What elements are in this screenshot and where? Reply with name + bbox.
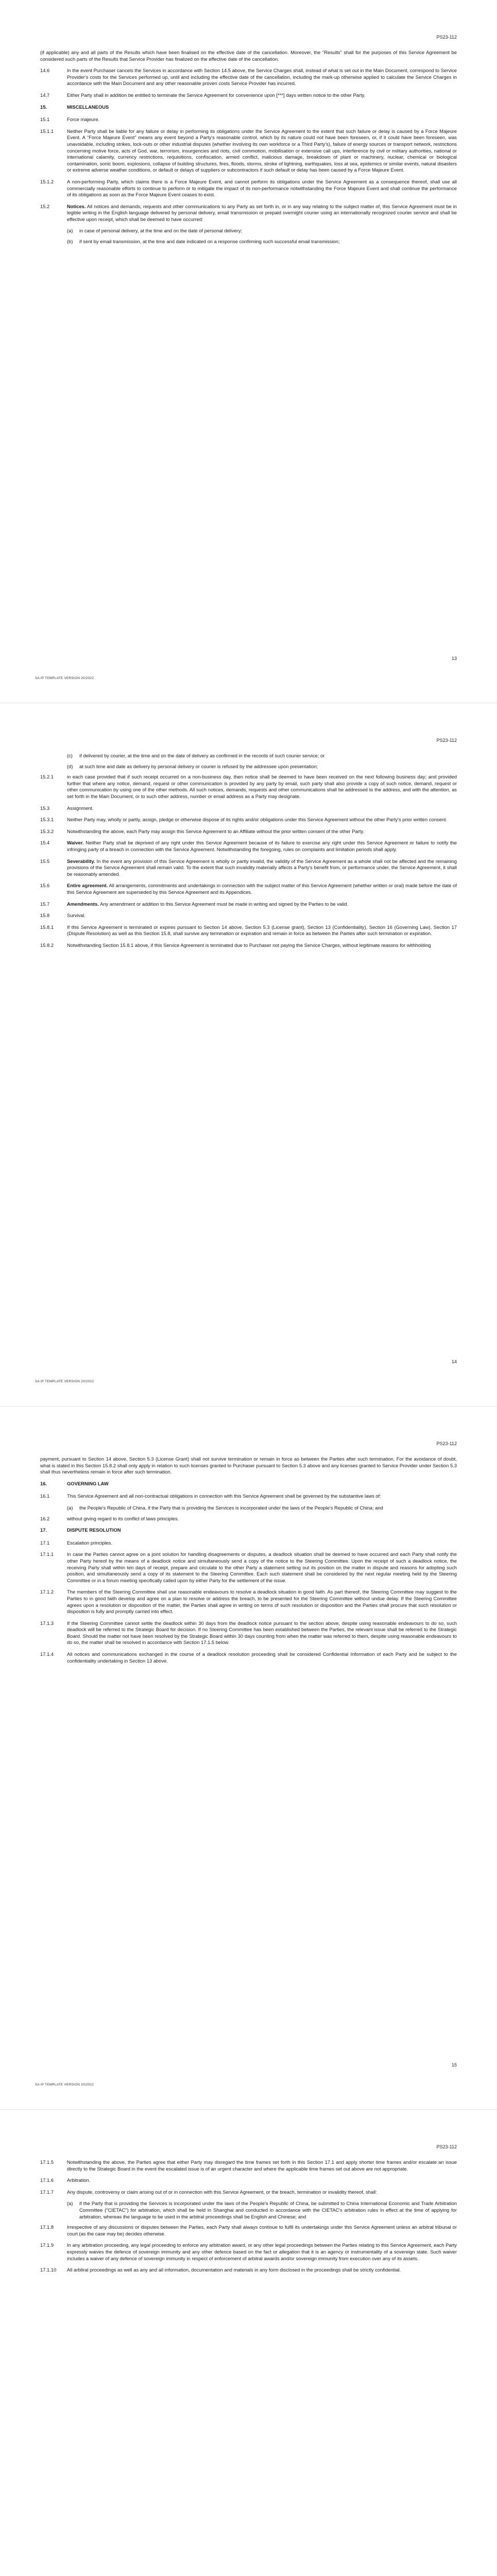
sub-clause [67,764,457,770]
clause-text: Notwithstanding the above, each Party may assign this Service Agreement to an Affiliate without the prior written consent of the other Party. [67,828,365,834]
clause [40,2189,457,2196]
clause [40,1620,457,1646]
clause-text: Assignment. [67,805,94,811]
document-page [0,2110,497,2576]
clause-text: Neither Party shall be liable for any failure or delay in performing its obligations under the Service Agreement to the extent that such failure or delay is caused by a Force Majeure Event. A "Force Majeure Event" means any event beyond a Party's reasonable control, which by its nature could not have been foreseen, or, if it could have been foreseen, was unavoidable, including strikes, lock-outs or other industrial disputes (whether involving its own workforce or a Third Party's), failure of energy sources or transport network, restrictions concerning motive force, acts of God, war, terrorism, insurgencies and riots, civil commotion, mobilisation or extensive call ups, interference by civil or military authorities, national or international calamity, currency restrictions, requisitions, confiscation, armed conflict, malicious damage, breakdown of plant or machinery, nuclear, chemical or biological contamination, sonic boom, explosions, collapse of building structures, fires, floods, storms, stroke of lightning, earthquakes, loss at sea, epidemics or similar events, natural disasters or extreme adverse weather conditions, or default or delays of suppliers or subcontractors if such default or delay has been caused by a Force Majeure Event. [67,128,457,173]
sub-clause [67,753,457,759]
sub-clause [67,2200,457,2220]
clause [40,92,457,99]
clause [40,901,457,908]
clause-text: at such time and date as delivery by personal delivery or courier is refused by the addressee upon presentation; [79,763,318,769]
clause-number: 15.1.1 [40,128,54,134]
clause-number: 15.8 [40,912,50,919]
clause-text: without giving regard to its conflict of laws principles. [67,1515,179,1521]
clause-text [67,883,457,895]
clause-text: Neither Party may, wholly or partly, assign, pledge or otherwise dispose of its rights and/or obligations under this Service Agreement without the other Party's prior written consent. [67,817,448,823]
clause-text: A non-performing Party, which claims there is a Force Majeure Event, and cannot perform its obligations under the Service Agreement as a consequence thereof, shall use all commercially reasonable efforts to continue to perform or to mitigate the impact of its non-performance notwithstanding the Force Majeure Event and shall continue the performance of its obligations as soon as the Force Majeure Event ceases to exist. [67,178,457,198]
page-content [40,49,457,249]
clause [40,67,457,87]
template-version-footer: SA IP TEMPLATE VERSION 20/2022 [35,2083,94,2087]
clause-body: In the event any provision of this Service Agreement is wholly or partly invalid, the validity of the Service Agreement as a whole shall not be affected and the remaining provisions of the Service Agreement shall remain valid. To the extent that such invalidity materially affects a Party's benefit from, or performance under, the Service Agreement, it shall be reasonably amended. [67,858,457,877]
clause-text: In case the Parties cannot agree on a joint solution for handling disagreements or disputes, a deadlock situation shall be deemed to have occurred and each Party shall notify the other Party hereof by the means of a deadlock notice and simultaneously send a copy of the notice to the Steering Committee. Upon the receipt of such a deadlock notice, the receiving Party shall within ten days of receipt, prepare and circulate to the other Party a statement setting out its position on the matter in dispute and reasons for adopting such position, and simultaneously send a copy of its statement to the Steering Committee. Each such statement shall be considered by the next regular meeting held by the Steering Committee or in a forum meeting specifically called upon by either Party for the settlement of the issue. [67,1551,457,1583]
clause-number: 16. [40,1480,47,1486]
document-reference: PS23-112 [436,738,457,743]
clause-number: 17.1.2 [40,1589,54,1595]
clause-text: if the Party that is providing the Services is incorporated under the laws of the People's Republic of China, be submitted to China International Economic and Trade Arbitration Committee ("CIETAC") for arbitration, which shall be held in Shanghai and conducted in accordance with the CIETAC's arbitration rules in effect at the time of applying for arbitration, whereas the language to be used in the arbitral proceedings shall be English and Chinese; and [79,2200,457,2219]
clause-text: All notices and communications exchanged in the course of a deadlock resolution proceeding shall be considered Confidential Information of each Party and be subject to the confidentiality undertaking in Section 13 above. [67,1651,457,1664]
clause-number: 17.1 [40,1539,50,1546]
clause-number: 15. [40,104,47,110]
clause-text: In any arbitration proceeding, any legal proceeding to enforce any arbitration award, or any other legal proceedings between the Parties relating to this Service Agreement, each Party expressly waives the defence of sovereign immunity and any other defence based on the fact or allegation that it is an agency or instrumentality of a sovereign state. Such waiver includes a waiver of any defence of sovereign immunity in respect of enforcement of arbitral awards and/or sovereign immunity from execution over any of its assets. [67,2242,457,2261]
clause-number: 15.7 [40,901,50,907]
clause-body: Any amendment or addition to this Service Agreement must be made in writing and signed by the Parties to be valid. [99,901,349,907]
clause-text: if sent by email transmission, at the time and date indicated on a response confirming such successful email transmission; [79,239,340,245]
clause-text: If the Steering Committee cannot settle the deadlock within 30 days from the deadlock notice pursuant to the section above, despite using reasonable endeavours to do so, such deadlock will be referred to the Strategic Board for decision. If no Steering Committee has been established between the Parties, the relevant issue shall be referred to the Strategic Board. Should the matter not have been resolved by the Strategic Board within 30 days counting from when the matter was referred to them, despite using reasonable endeavours to do so, the matter shall be resolved in accordance with Section 17.1.5 below. [67,1620,457,1646]
clause [40,883,457,895]
clause-number: 15.6 [40,883,50,889]
clause-number: 15.8.2 [40,942,54,948]
clause-text: If this Service Agreement is terminated or expires pursuant to Section 14 above, Section 5.3 (License grant), Section 13 (Confidentiality), Section 16 (Governing Law), Section 17 (Dispute Resolution) as well as this Section 15.8, shall survive any termination or expiration and remain in force as between the Parties after such termination or expiration. [67,924,457,937]
clause [40,858,457,878]
clause [40,774,457,800]
clause [40,2177,457,2184]
clause [40,1540,457,1547]
clause-number: 15.1 [40,116,50,123]
sub-clause [67,239,457,245]
clause-text: Notwithstanding Section 15.8.1 above, if this Service Agreement is terminated due to Purchaser not paying the Service Charges, without legitimate reasons for withholding [67,942,431,948]
page-number: 15 [451,2062,457,2067]
clause-number: 15.3.2 [40,828,54,834]
clause [40,805,457,812]
clause-number: 17.1.3 [40,1620,54,1626]
clause-number: (c) [67,753,73,758]
clause [40,128,457,174]
clause [40,828,457,835]
clause-text [67,840,457,853]
page-content [40,753,457,954]
clause-number: 17.1.9 [40,2242,54,2248]
clause [40,2267,457,2274]
document-reference: PS23-112 [436,35,457,40]
clause-number: 17.1.8 [40,2224,54,2230]
clause [40,817,457,823]
clause-text: In the event Purchaser cancels the Services in accordance with Section 14.5 above, the Service Charges shall, instead of what is set out in the Main Document, correspond to Service Provider's costs for the Services performed up, until and including the effective date of the cancellation, including the mark-up otherwise applied to calculate the Service Charges in accordance with the Main Document and any other reasonable proven costs Service Provider has incurred. [67,67,457,87]
clause-number: 15.3 [40,805,50,811]
clause-number: 15.5 [40,858,50,864]
document-reference: PS23-112 [436,1441,457,1446]
clause-body: All arrangements, commitments and undertakings in connection with the subject matter of this Service Agreement (whether written or oral) made before the date of this Service Agreement are superseded by this Service Agreement and its Appendices. [67,883,457,895]
clause [40,912,457,919]
clause-number: 17.1.5 [40,2159,54,2165]
clause-text: Either Party shall in addition be entitled to terminate the Service Agreement for convenience upon [***] days written notice to the other Party. [67,92,366,98]
document-page [0,703,497,1406]
clause-text: Survival. [67,912,85,919]
clause-text: GOVERNING LAW [67,1480,109,1486]
clause-text: Irrespective of any discussions or disputes between the Parties, each Party shall always continue to fulfil its undertakings under this Service Agreement unless an arbitral tribunal or court (as the case may be) decides otherwise. [67,2224,457,2236]
clause-text: This Service Agreement and all non-contractual obligations in connection with this Service Agreement shall be governed by the substantive laws of: [67,1493,381,1499]
clause-text: if delivered by courier, at the time and on the date of delivery as confirmed in the records of such courier service; or [79,753,325,758]
clause-number: 17.1.10 [40,2267,57,2273]
section-heading [40,1481,457,1487]
clause-text: Force majeure. [67,116,100,123]
clause-number: (a) [67,1504,73,1511]
clause [40,204,457,223]
clause-text [67,204,457,223]
clause [40,2224,457,2237]
clause-number: 15.2 [40,203,50,209]
clause-number: (d) [67,763,73,769]
clause [40,1516,457,1522]
clause-number: 15.8.1 [40,924,54,930]
clause-text: DISPUTE RESOLUTION [67,1527,121,1533]
clause-number: 14.6 [40,67,50,74]
clause-number: (b) [67,239,73,245]
clause-number: 17.1.7 [40,2189,54,2195]
clause-number: 15.4 [40,840,50,846]
document-page [0,1406,497,2110]
clause-text: the People's Republic of China, if the Party that is providing the Services is incorporated under the laws of the People's Republic of China; and [79,1504,383,1511]
clause-text: Escalation principles. [67,1539,113,1546]
clause-body: All notices and demands, requests and other communications to any Party as set forth in, or in any way relating to the subject matter of, this Service Agreement must be in legible writing in the English language delivered by personal delivery, email transmission or prepaid overnight courier using an internationally recognized courier service and shall be effective upon receipt, which shall be deemed to have occurred: [67,203,457,222]
continued-paragraph: payment, pursuant to Section 14 above, Section 5.3 (License Grant) shall not survive termination or remain in force as between the Parties after such termination. For the avoidance of doubt, what is stated in this Section 15.8.2 shall only apply in relation to such licenses granted to Purchaser pursuant to Section 5.3 above and any licenses granted to Service Provider under Section 5.3 shall thus nevertheless remain in force after such termination. [40,1456,457,1475]
clause-number: 17.1.6 [40,2177,54,2183]
clause-text: in case of personal delivery, at the time and on the date of personal delivery; [79,228,243,234]
clause [40,1589,457,1615]
page-number: 14 [451,1359,457,1364]
template-version-footer: SA IP TEMPLATE VERSION 20/2022 [35,1380,94,1384]
page-number: 13 [451,655,457,661]
clause-lead-term: Waiver. [67,840,84,846]
clause-number: 17.1.1 [40,1551,54,1557]
template-version-footer: SA IP TEMPLATE VERSION 20/2022 [35,676,94,681]
sub-clause [67,228,457,234]
clause [40,2242,457,2262]
clause-lead-term: Notices. [67,203,86,209]
section-heading [40,1527,457,1534]
clause-text: MISCELLANEOUS [67,104,109,110]
page-content [40,1456,457,1669]
clause-number: 14.7 [40,92,50,98]
clause-number: 16.1 [40,1493,50,1499]
clause [40,179,457,198]
clause-lead-term: Entire agreement. [67,883,108,889]
section-heading [40,104,457,111]
clause [40,1551,457,1584]
clause [40,116,457,123]
clause-number: 15.2.1 [40,774,54,780]
clause [40,924,457,937]
clause-text: Notwithstanding the above, the Parties agree that either Party may disregard the time frames set forth in this Section 17.1 and apply shorter time frames and/or escalate an issue directly to the Strategic Board in the event the escalated issue is of an urgent character and where the applicable time frames set out above are not appropriate. [67,2159,457,2172]
clause-lead-term: Severability. [67,858,95,864]
page-content [40,2159,457,2279]
clause-text [67,858,457,878]
sub-clause [67,1505,457,1512]
clause-number: (a) [67,228,73,234]
clause-text [67,901,457,908]
clause-body: Neither Party shall be deprived of any right under this Service Agreement because of its failure to exercise any right under this Service Agreement or failure to notify the infringing party of a breach in connection with the Service Agreement. Notwithstanding the foregoing, rules on complaints and limitation periods shall apply. [67,840,457,852]
document-reference: PS23-112 [436,2144,457,2149]
clause [40,840,457,853]
clause-lead-term: Amendments. [67,901,99,907]
clause-text: Any dispute, controversy or claim arising out of or in connection with this Service Agreement, or the breach, termination or invalidity thereof, shall: [67,2189,377,2195]
clause-text: The members of the Steering Committee shall use reasonable endeavours to resolve a deadlock situation in good faith. As part thereof, the Steering Committee may suggest to the Parties to in good faith develop and agree on a plan to resolve or address the breach, to be presented for the Steering Committee without undue delay. If the Steering Committee agrees upon a resolution or disposition of the matter, the Parties shall agree in writing on terms of such resolution or disposition and the Parties shall procure that such resolution or disposition is fully and promptly carried into effect. [67,1589,457,1615]
clause [40,1493,457,1500]
clause-text: Arbitration. [67,2177,91,2183]
clause-text: All arbitral proceedings as well as any and all information, documentation and materials in any form disclosed in the proceedings shall be strictly confidential. [67,2267,401,2273]
continued-paragraph: (if applicable) any and all parts of the Results which have been finalised on the effective date of the cancellation. Moreover, the "Results" shall for the purposes of this Service Agreement be considered such parts of the Results that Service Provider has finalized on the effective date of the cancellation. [40,49,457,62]
document-page [0,0,497,703]
clause-number: 15.3.1 [40,817,54,823]
clause-text: in each case provided that if such receipt occurred on a non-business day, then notice shall be deemed to have been received on the next following business day; and provided further that where any notice, demand, request or other communication is provided by any party by email, such party shall also provide a copy of such notice, demand, request or other communication by using one of the other methods. All such notices, demands, requests and other communications shall be addressed to the address, and with the attention, as set forth in the Main Document, or to such other address, number or email address as a Party may designate. [67,774,457,799]
clause-number: 17.1.4 [40,1651,54,1657]
clause [40,942,457,949]
clause-number: 16.2 [40,1515,50,1521]
clause-number: 17. [40,1527,47,1533]
clause [40,2159,457,2172]
clause [40,1651,457,1664]
clause-number: 15.1.2 [40,178,54,184]
clause-number: (a) [67,2200,73,2207]
